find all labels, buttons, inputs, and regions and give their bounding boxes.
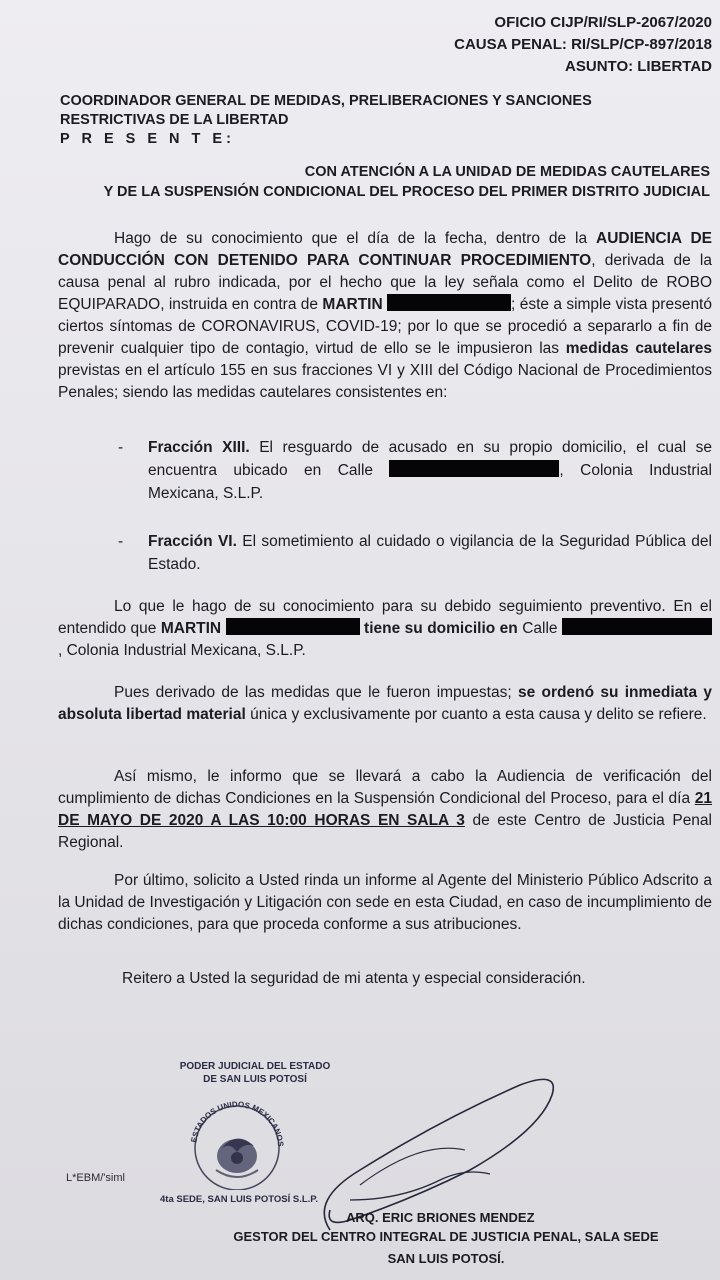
text-run: Pues derivado de las medidas que le fueron impuestas; (114, 684, 518, 701)
paragraph-report-request (58, 870, 712, 936)
defendant-name: MARTIN (322, 296, 383, 313)
redaction-bar (226, 618, 360, 635)
redaction-bar (562, 618, 712, 635)
text-run: Así mismo, le informo que se llevará a cabo la Audiencia de verificación del cumplimiento de dichas Condiciones en la Suspensión Condicional del Proceso, para el día (58, 768, 712, 807)
release-order: se ordenó su inmediata y absoluta libertad material (58, 684, 712, 723)
hearing-date: 21 DE MAYO DE 2020 A LAS 10:00 HORAS EN SALA 3 (58, 790, 712, 829)
hearing-type: AUDIENCIA DE CONDUCCIÓN CON DETENIDO PARA CONTINUAR PROCEDIMIENTO (58, 230, 712, 269)
defendant-name: MARTIN (160, 620, 222, 637)
paragraph-hearing-date (58, 766, 712, 854)
seal-title-line-1: PODER JUDICIAL DEL ESTADO (179, 1061, 331, 1072)
recipient-block (60, 92, 660, 149)
seal-title-line-2: DE SAN LUIS POTOSÍ (203, 1074, 307, 1085)
text-run: Calle (517, 620, 562, 637)
causa-penal-number: CAUSA PENAL: RI/SLP/CP-897/2018 (454, 36, 712, 53)
text-run: , Colonia Industrial Mexicana, S.L.P. (58, 642, 306, 659)
paragraph-follow-up (58, 596, 712, 662)
closing-line: Reitero a Usted la seguridad de mi atenta y especial consideración. (122, 970, 586, 987)
text-run: Por último, solicito a Usted rinda un informe al Agente del Ministerio Público Adscrito a la Unidad de Investigación y Litigación con sede en esta Ciudad, en caso de incumplimiento de dichas condiciones, para que proceda conforme a sus atribuciones. (58, 872, 712, 933)
text-run: ; éste a simple vista presentó ciertos síntomas de CORONAVIRUS, COVID-19; por lo que se procedió a separarlo a fin de prevenir cualquier tipo de contagio, virtud de ello se le impusieron las (58, 296, 712, 357)
fraccion-label: Fracción VI. (148, 533, 237, 550)
typist-initials: L*EBM/'siml (66, 1172, 125, 1184)
redaction-bar (387, 294, 511, 311)
text-run: El sometimiento al cuidado o vigilancia de la Seguridad Pública del Estado. (148, 533, 712, 573)
text-run: Lo que le hago de su conocimiento para su debido seguimiento preventivo. En el entendido que (58, 598, 712, 637)
signer-role-line-2: SAN LUIS POTOSÍ. (387, 1251, 505, 1266)
paragraph-release (58, 682, 712, 726)
signer-name: ARQ. ERIC BRIONES MENDEZ (346, 1210, 535, 1225)
recipient-line-1: COORDINADOR GENERAL DE MEDIDAS, PRELIBERACIONES Y SANCIONES (60, 93, 592, 109)
text-run: Hago de su conocimiento que el día de la fecha, dentro de la (114, 230, 597, 247)
list-dash: - (118, 439, 124, 456)
oficio-number: OFICIO CIJP/RI/SLP-2067/2020 (494, 14, 712, 31)
text-run: , derivada de la causa penal al rubro indicada, por el hecho que la ley señala como el Delito de ROBO EQUIPARADO, instruida en contra de (58, 252, 712, 313)
paragraph-hearing (58, 228, 712, 404)
attention-line-2: Y DE LA SUSPENSIÓN CONDICIONAL DEL PROCESO DEL PRIMER DISTRITO JUDICIAL (103, 184, 710, 200)
signer-role (226, 1226, 666, 1270)
text-run: El resguardo de acusado en su propio domicilio, el cual se encuentra ubicado en Calle (148, 439, 712, 479)
text-run: , Colonia Industrial Mexicana, S.L.P. (148, 462, 712, 502)
text-run: de este Centro de Justicia Penal Regional. (58, 812, 712, 851)
precautionary-measures-term: medidas cautelares (565, 340, 713, 357)
signer-role-line-1: GESTOR DEL CENTRO INTEGRAL DE JUSTICIA PENAL, SALA SEDE (233, 1229, 659, 1244)
fraccion-label: Fracción XIII. (148, 439, 250, 456)
bold-run: tiene su domicilio en (364, 620, 518, 637)
redaction-bar (389, 460, 559, 477)
subject-line: ASUNTO: LIBERTAD (565, 58, 712, 75)
list-item-fraccion-xiii (118, 436, 712, 505)
seal-foot-text: 4ta SEDE, SAN LUIS POTOSÍ S.L.P. (160, 1194, 319, 1205)
seal-ring-text: ESTADOS UNIDOS MEXICANOS (189, 1099, 286, 1148)
attention-line-1: CON ATENCIÓN A LA UNIDAD DE MEDIDAS CAUTELARES (304, 164, 710, 180)
attention-block (104, 162, 710, 202)
recipient-line-2: RESTRICTIVAS DE LA LIBERTAD (60, 112, 289, 128)
list-item-fraccion-vi (118, 530, 712, 576)
text-run: previstas en el artículo 155 en sus fracciones VI y XIII del Código Nacional de Procedimientos Penales; siendo las medidas cautelares consistentes en: (58, 362, 712, 401)
presente-label: P R E S E N T E: (60, 131, 235, 147)
list-dash: - (118, 533, 124, 550)
text-run: única y exclusivamente por cuanto a esta causa y delito se refiere. (245, 706, 707, 723)
seal-emblem-icon (182, 1090, 292, 1190)
document-reference-block (454, 12, 712, 78)
